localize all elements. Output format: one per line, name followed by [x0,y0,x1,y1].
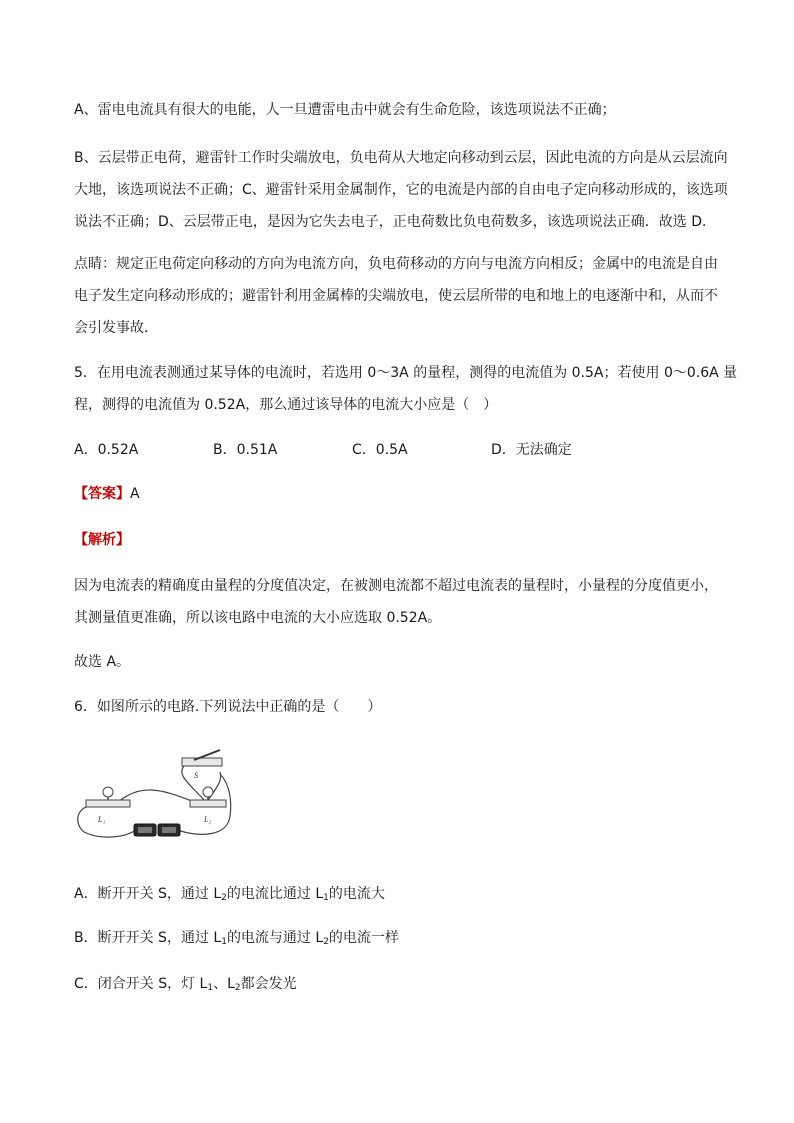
q5-option-c: C．0.5A [352,442,408,458]
lamp1-base [86,800,130,807]
wire-left [78,806,136,837]
q6-option-c: C．闭合开关 S，灯 $L_1$、$L_2$都会发光 [74,976,297,993]
explanation-option-a: A、雷电电流具有很大的电能，人一旦遭雷电击中就会有生命危险，该选项说法不正确； [74,102,616,118]
q5-option-d: D．无法确定 [491,442,572,458]
wire-switch-left [182,764,204,800]
lamp1-bulb-icon [103,787,113,797]
q5-analysis-heading [74,524,724,556]
q5-option-b: B．0.51A [213,442,278,458]
lamp2-label: L₂ [204,815,212,824]
switch-label: S [194,771,198,780]
question-6-stem: 6．如图所示的电路.下列说法中正确的是（ ） [74,699,382,715]
q5-conclusion: 故选 A。 [74,654,131,670]
q5-option-a: A．0.52A [74,442,139,458]
lamp2-base [190,800,226,807]
battery-2-highlight [162,827,176,833]
circuit-figure [70,744,240,844]
answer-tag: 【答案】 [74,486,130,502]
question-5-options [74,434,724,466]
explanation-note: 点睛：规定正电荷定向移动的方向为电流方向，负电荷移动的方向与电流方向相反；金属中的电流是自由 电子发生定向移动形成的；避雷针利用金属棒的尖端放电，使云层所带的电和地上的电逐渐中和，从而不 会引发事故． [74,256,718,336]
answer-value: A [130,486,140,502]
lamp2-bulb-icon [203,787,213,797]
lamp1-label: L₁ [98,815,106,824]
question-5-stem: 5．在用电流表测通过某导体的电流时，若选用 0～3A 的量程，测得的电流值为 0.5A；若使用 0～0.6A 量 程，测得的电流值为 0.52A，那么通过该导体的电流大小应是（ ） [74,365,738,413]
q6-option-b: B．断开开关 S，通过 $L_1$的电流与通过 $L_2$的电流一样 [74,930,399,947]
analysis-tag: 【解析】 [74,532,130,548]
explanation-option-b-c-d: B、云层带正电荷，避雷针工作时尖端放电，负电荷从大地定向移动到云层，因此电流的方向是从云层流向 大地，该选项说法不正确；C、避雷针采用金属制作，它的电流是内部的自由电子定向移动形成的，该选项 说法不正确；D、云层带正电，是因为它失去电子，正电荷数比负电荷数多，该选项说法正确．故选 D． [74,150,728,230]
switch-base [182,758,222,766]
q5-analysis: 因为电流表的精确度由量程的分度值决定，在被测电流都不超过电流表的量程时，小量程的分度值更小， 其测量值更准确，所以该电路中电流的大小应选取 0.52A。 [74,578,718,626]
battery-1-highlight [138,827,152,833]
q6-option-a: A．断开开关 S，通过 $L_2$的电流比通过 $L_1$的电流大 [74,886,385,903]
q5-answer [74,478,724,510]
